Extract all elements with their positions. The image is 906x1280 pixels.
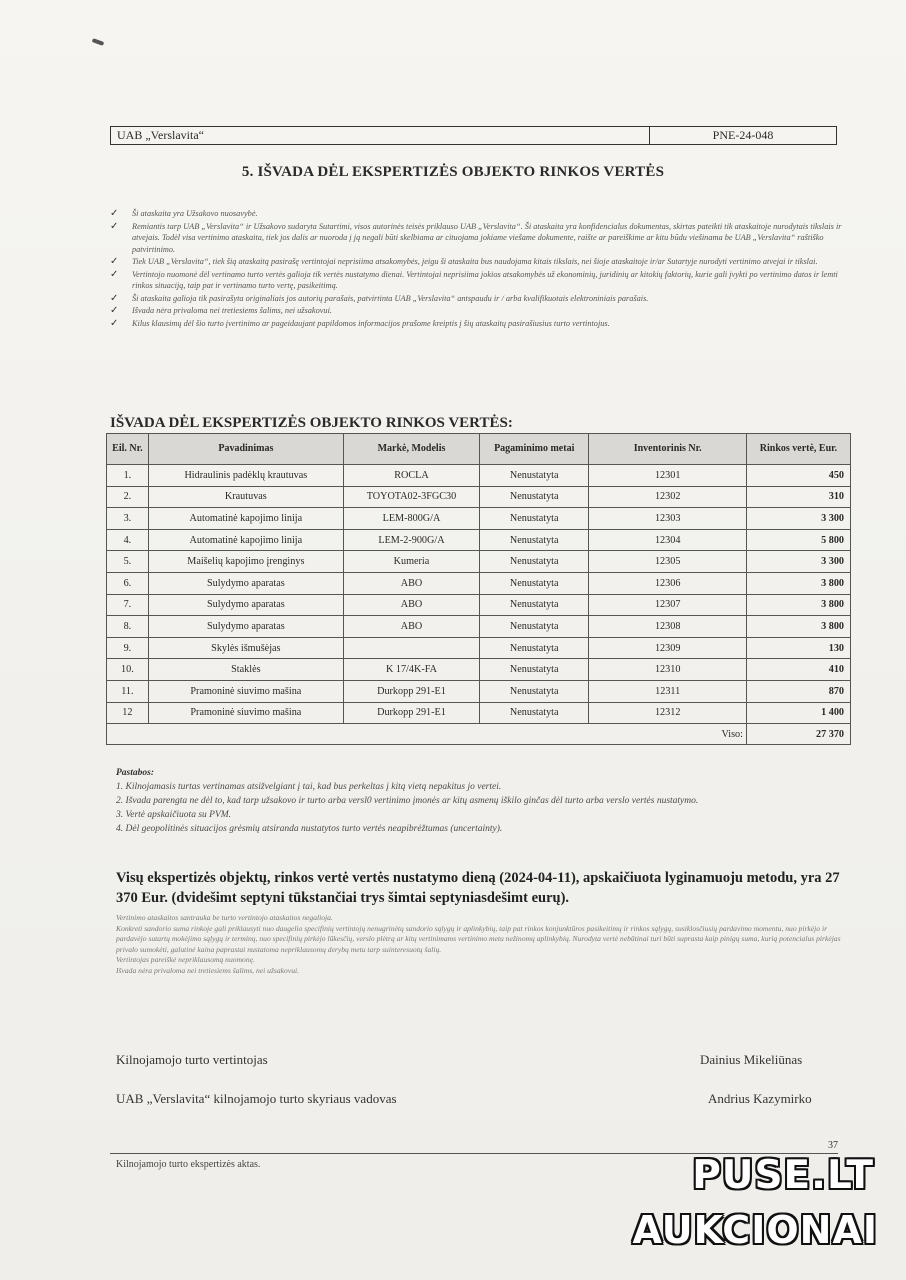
table-row [107, 637, 851, 659]
cell-value: 1 400 [746, 702, 850, 724]
cell-number: 4. [107, 529, 149, 551]
cell-value: 3 800 [746, 572, 850, 594]
notes-heading: Pastabos: [116, 768, 154, 778]
list-item: ✓ Vertintojo nuomonė dėl vertinamo turto vertės galioja tik vertės nustatymo dienai. Vertintojai neprisiima jokios atsakomybės už ekonominių, juridinių ar kitokių faktorių, kurie gali įvykti po vertinimo datos ir lemti rinkos situaciją, taip pat ir vertinamo turto vertę, pasikeitimą. [110, 268, 838, 290]
cell-number: 3. [107, 508, 149, 530]
watermark-line1: PUSE.LT [692, 1153, 874, 1198]
cell-name: Pramoninė siuvimo mašina [148, 680, 343, 702]
checkmark-icon: ✓ [110, 220, 119, 232]
cell-value: 3 800 [746, 594, 850, 616]
table-row [107, 659, 851, 681]
list-item: ✓ Remiantis tarp UAB „Verslavita“ ir Užsakovo sudaryta Sutartimi, visos autorinės teisės priklauso UAB „Verslavita“. Ši ataskaita yra konfidencialus dokumentas, skirtas pateikti tik ataskaitoje nurodytais tikslais ir atvejais. Todėl visa vertinimo ataskaita, tiek jos dalis ar nuoroda į ją negali būti skelbiama ar cituojama jokiame viešame dokumente, raište ar pareiškime ar kitu būdu viešinama be UAB „Verslavita“ raštiško patvirtinimo. [110, 220, 842, 254]
cell-year: Nenustatyta [480, 680, 589, 702]
cell-name: Sulydymo aparatas [148, 594, 343, 616]
cell-number: 11. [107, 680, 149, 702]
small-print-line: Vertinimo ataskaitos santrauka be turto vertintojo ataskaitos negalioja. [116, 913, 333, 922]
cell-name: Maišelių kapojimo įrenginys [148, 551, 343, 573]
small-print-line: Išvada nėra privaloma nei tretiesiems šalims, nei užsakovui. [116, 965, 299, 975]
cell-number: 9. [107, 637, 149, 659]
cell-inventory: 12301 [589, 465, 747, 487]
cell-model: Durkopp 291-E1 [343, 680, 479, 702]
note-item: 2. Išvada parengta ne dėl to, kad tarp užsakovo ir turto arba versl0 vertinimo įmonės ar kitų asmenų iškilo ginčas dėl turto arba verslo vertės nustatymo. [116, 796, 699, 806]
cell-number: 6. [107, 572, 149, 594]
checkmark-icon: ✓ [110, 292, 119, 304]
cell-number: 10. [107, 659, 149, 681]
cell-year: Nenustatyta [480, 616, 589, 638]
cell-inventory: 12305 [589, 551, 747, 573]
cell-value: 3 300 [746, 551, 850, 573]
note-item: 4. Dėl geopolitinės situacijos grėsmių atsiranda nustatytos turto vertės neapibrėžtumas (uncertainty). [116, 824, 503, 834]
cell-value: 450 [746, 465, 850, 487]
table-row [107, 508, 851, 530]
cell-inventory: 12311 [589, 680, 747, 702]
small-print-line: Konkreti sandorio suma rinkoje gali priklausyti nuo daugelio specifinių vertintojų nenugrinėtų sandorio sąlygų ir aplinkybių, taip pat rinkos konjunktūros pasikeitimų ir rinkos sąlygų, susiklosčiusių pardavimo momentu, nuo pirkėjo ir pardavėjo sutartų mokėjimo sąlygų ir terminų, nuo specifinių pirkėjo lūkesčių, verslo plėtrą ar kitų vertinimams vertinimo metu nežinomų aplinkybių. Nurodyta vertė nebūtinai turi būti suprasta kaip pinigų suma, kurią potencialus pirkėjas privalo sumokėti, galutinė kaina paprastai nustatoma nepriklausomų derybų metu tarp suinteresuotų šalių. [116, 923, 841, 954]
col-year: Pagaminimo metai [480, 434, 589, 465]
cell-value: 310 [746, 486, 850, 508]
list-item: ✓ Ši ataskaita yra Užsakovo nuosavybė. [110, 208, 258, 219]
cell-number: 12 [107, 702, 149, 724]
cell-number: 2. [107, 486, 149, 508]
small-print-line: Vertintojas pareiškė nepriklausomą nuomonę. [116, 955, 255, 965]
table-header-row [107, 434, 851, 465]
checkmark-icon: ✓ [110, 305, 119, 316]
cell-value: 3 800 [746, 616, 850, 638]
table-row [107, 572, 851, 594]
cell-model: LEM-800G/A [343, 508, 479, 530]
cell-value: 410 [746, 659, 850, 681]
cell-name: Sulydymo aparatas [148, 616, 343, 638]
table-row [107, 594, 851, 616]
cell-model: ABO [343, 616, 479, 638]
table-row [107, 551, 851, 573]
section-title: 5. IŠVADA DĖL EKSPERTIZĖS OBJEKTO RINKOS VERTĖS [241, 164, 665, 180]
cell-name: Krautuvas [148, 486, 343, 508]
checkmark-icon: ✓ [110, 268, 119, 280]
disclaimer-list [110, 208, 850, 330]
cell-inventory: 12303 [589, 508, 747, 530]
col-value: Rinkos vertė, Eur. [746, 434, 850, 465]
cell-year: Nenustatyta [480, 529, 589, 551]
cell-name: Skylės išmušėjas [148, 637, 343, 659]
signature-role-1: Kilnojamojo turto vertintojas [116, 1052, 268, 1067]
cell-value: 870 [746, 680, 850, 702]
cell-name: Automatinė kapojimo linija [148, 529, 343, 551]
table-title: IŠVADA DĖL EKSPERTIZĖS OBJEKTO RINKOS VERTĖS: [110, 415, 513, 431]
cell-year: Nenustatyta [480, 551, 589, 573]
cell-year: Nenustatyta [480, 572, 589, 594]
signature-name-2: Andrius Kazymirko [708, 1091, 812, 1106]
signature-name-1: Dainius Mikeliūnas [700, 1052, 803, 1067]
header-doc-number: PNE-24-048 [712, 128, 774, 142]
cell-year: Nenustatyta [480, 594, 589, 616]
table-row [107, 616, 851, 638]
cell-model: ABO [343, 594, 479, 616]
cell-year: Nenustatyta [480, 465, 589, 487]
cell-number: 7. [107, 594, 149, 616]
header-company: UAB „Verslavita“ [111, 127, 650, 144]
col-inventory: Inventorinis Nr. [589, 434, 747, 465]
cell-number: 8. [107, 616, 149, 638]
page-header [110, 126, 837, 145]
cell-name: Hidraulinis padėklų krautuvas [148, 465, 343, 487]
notes [116, 766, 856, 836]
table-row [107, 465, 851, 487]
cell-year: Nenustatyta [480, 659, 589, 681]
cell-year: Nenustatyta [480, 702, 589, 724]
list-item: ✓ Ši ataskaita galioja tik pasirašyta originaliais jos autorių parašais, patvirtinta UAB „Verslavita“ antspaudu ir / arba kvalifikuotais elektroniniais parašais. [110, 292, 649, 304]
cell-name: Automatinė kapojimo linija [148, 508, 343, 530]
list-item: ✓ Kilus klausimų dėl šio turto įvertinimo ar pageidaujant papildomos informacijos prašome kreiptis į šių ataskaitų pasirašiusius turto vertintojus. [110, 317, 610, 329]
cell-model: TOYOTA02-3FGC30 [343, 486, 479, 508]
table-row [107, 702, 851, 724]
list-item: ✓ Tiek UAB „Verslavita“, tiek šią ataskaitą pasirašę vertintojai neprisiima atsakomybės, jeigu ši ataskaita bus naudojama kitais tikslais, nei šioje ataskaitoje ir/ar Sutartyje nurodyti vertinimo atvejai ir tikslai. [110, 256, 818, 267]
cell-inventory: 12308 [589, 616, 747, 638]
cell-model: LEM-2-900G/A [343, 529, 479, 551]
watermark-line2: AUKCIONAI [632, 1208, 878, 1252]
cell-model: Kumeria [343, 551, 479, 573]
cell-year: Nenustatyta [480, 637, 589, 659]
cell-model: K 17/4K-FA [343, 659, 479, 681]
total-value: 27 370 [746, 724, 850, 745]
cell-name: Pramoninė siuvimo mašina [148, 702, 343, 724]
cell-inventory: 12302 [589, 486, 747, 508]
cell-model [343, 637, 479, 659]
signature-role-2: UAB „Verslavita“ kilnojamojo turto skyriaus vadovas [116, 1091, 397, 1106]
cell-inventory: 12306 [589, 572, 747, 594]
cell-name: Staklės [148, 659, 343, 681]
total-label: Viso: [589, 724, 747, 745]
table-row [107, 680, 851, 702]
valuation-table [106, 433, 851, 745]
list-item: ✓ Išvada nėra privaloma nei tretiesiems šalims, nei užsakovui. [110, 305, 332, 316]
cell-model: ROCLA [343, 465, 479, 487]
cell-inventory: 12310 [589, 659, 747, 681]
cell-inventory: 12312 [589, 702, 747, 724]
small-print [116, 913, 852, 977]
checkmark-icon: ✓ [110, 208, 119, 219]
page-number: 37 [828, 1140, 838, 1151]
cell-inventory: 12309 [589, 637, 747, 659]
cell-value: 5 800 [746, 529, 850, 551]
note-item: 1. Kilnojamasis turtas vertinamas atsižvelgiant į tai, kad bus perkeltas į kitą vietą nepakitus jo vertei. [116, 782, 502, 792]
note-item: 3. Vertė apskaičiuota su PVM. [116, 810, 232, 820]
cell-inventory: 12304 [589, 529, 747, 551]
checkmark-icon: ✓ [110, 256, 119, 267]
cell-model: ABO [343, 572, 479, 594]
conclusion: Visų ekspertizės objektų, rinkos vertė vertės nustatymo dieną (2024-04-11), apskaičiuota lyginamuoju metodu, yra 27 370 Eur. (dvidešimt septyni tūkstančiai trys šimtai septyniasdešimt eurų). [116, 870, 840, 906]
cell-model: Durkopp 291-E1 [343, 702, 479, 724]
table-row [107, 529, 851, 551]
col-number: Eil. Nr. [107, 434, 149, 465]
cell-year: Nenustatyta [480, 486, 589, 508]
cell-number: 1. [107, 465, 149, 487]
total-row [107, 724, 851, 745]
checkmark-icon: ✓ [110, 317, 119, 329]
cell-inventory: 12307 [589, 594, 747, 616]
cell-value: 130 [746, 637, 850, 659]
cell-name: Sulydymo aparatas [148, 572, 343, 594]
footer-text: Kilnojamojo turto ekspertizės aktas. [116, 1159, 261, 1170]
col-name: Pavadinimas [148, 434, 343, 465]
col-model: Markė, Modelis [343, 434, 479, 465]
cell-value: 3 300 [746, 508, 850, 530]
cell-year: Nenustatyta [480, 508, 589, 530]
cell-number: 5. [107, 551, 149, 573]
table-row [107, 486, 851, 508]
